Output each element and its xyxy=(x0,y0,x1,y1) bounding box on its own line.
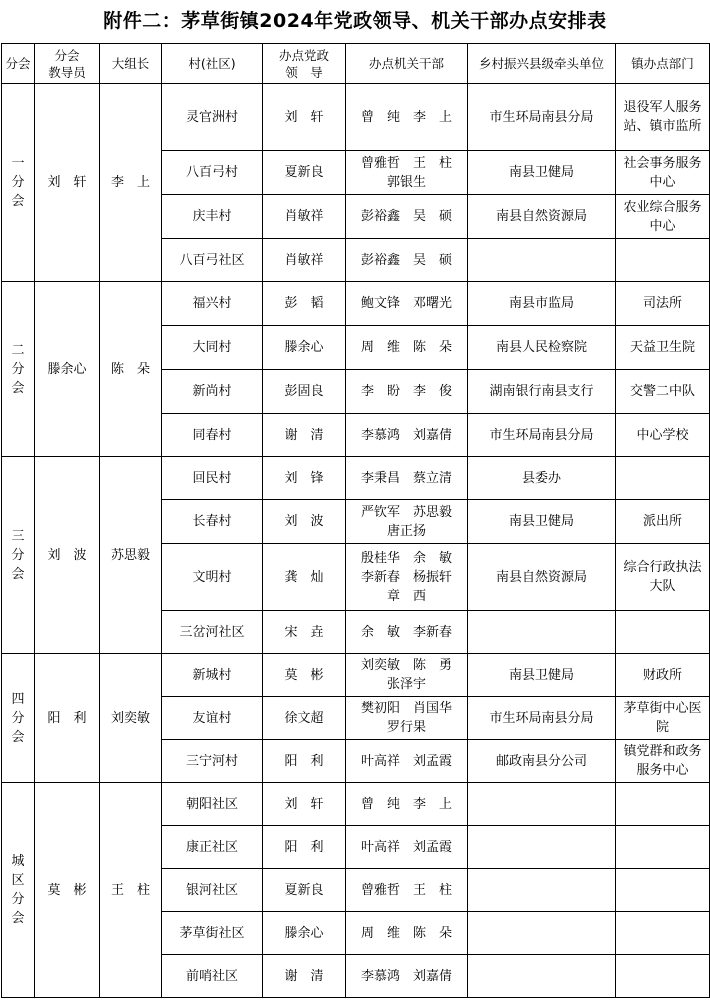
bumen-cell xyxy=(616,457,710,500)
qiantou-cell: 南县卫健局 xyxy=(468,151,616,195)
lingdao-cell: 夏新良 xyxy=(263,151,346,195)
lingdao-cell: 阳 利 xyxy=(263,740,346,783)
lingdao-cell: 彭固良 xyxy=(263,370,346,414)
header-row xyxy=(2,44,710,84)
cun-cell: 康正社区 xyxy=(162,826,263,869)
header-ganbu: 办点机关干部 xyxy=(346,44,468,84)
qiantou-cell: 市生环局南县分局 xyxy=(468,414,616,457)
cun-cell: 同春村 xyxy=(162,414,263,457)
ganbu-cell: 彭裕鑫 吴 硕 xyxy=(346,195,468,239)
jiaodaoyuan-cell: 阳 利 xyxy=(35,654,100,783)
bumen-cell: 财政所 xyxy=(616,654,710,697)
ganbu-cell: 刘奕敏 陈 勇 张泽宇 xyxy=(346,654,468,697)
lingdao-cell: 滕余心 xyxy=(263,326,346,370)
qiantou-cell: 南县自然资源局 xyxy=(468,195,616,239)
qiantou-cell: 县委办 xyxy=(468,457,616,500)
cun-cell: 朝阳社区 xyxy=(162,783,263,826)
bumen-cell: 中心学校 xyxy=(616,414,710,457)
ganbu-cell: 曾雅哲 王 柱 xyxy=(346,869,468,912)
cun-cell: 新城村 xyxy=(162,654,263,697)
ganbu-cell: 李慕鸿 刘嘉倩 xyxy=(346,955,468,998)
qiantou-cell: 邮政南县分公司 xyxy=(468,740,616,783)
ganbu-cell: 叶高祥 刘孟霞 xyxy=(346,740,468,783)
bumen-cell xyxy=(616,869,710,912)
jiaodaoyuan-cell: 滕余心 xyxy=(35,282,100,457)
ganbu-cell: 李慕鸿 刘嘉倩 xyxy=(346,414,468,457)
bumen-cell: 司法所 xyxy=(616,282,710,326)
cun-cell: 前哨社区 xyxy=(162,955,263,998)
header-lingdao: 办点党政 领 导 xyxy=(263,44,346,84)
dazuzhang-cell: 刘奕敏 xyxy=(100,654,162,783)
ganbu-cell: 李秉昌 蔡立清 xyxy=(346,457,468,500)
qiantou-cell xyxy=(468,869,616,912)
header-dazuzhang: 大组长 xyxy=(100,44,162,84)
cun-cell: 三宁河村 xyxy=(162,740,263,783)
qiantou-cell xyxy=(468,826,616,869)
lingdao-cell: 夏新良 xyxy=(263,869,346,912)
lingdao-cell: 刘 锋 xyxy=(263,457,346,500)
lingdao-cell: 谢 清 xyxy=(263,955,346,998)
lingdao-cell: 肖敏祥 xyxy=(263,239,346,282)
cun-cell: 八百弓社区 xyxy=(162,239,263,282)
lingdao-cell: 刘 轩 xyxy=(263,783,346,826)
lingdao-cell: 肖敏祥 xyxy=(263,195,346,239)
table-row xyxy=(2,457,710,500)
document-title: 附件二：茅草街镇2024年党政领导、机关干部办点安排表 xyxy=(103,10,607,32)
table-body xyxy=(2,84,710,998)
ganbu-cell: 曾 纯 李 上 xyxy=(346,783,468,826)
bumen-cell: 镇党群和政务服务中心 xyxy=(616,740,710,783)
table-row xyxy=(2,654,710,697)
qiantou-cell xyxy=(468,611,616,654)
ganbu-cell: 周 维 陈 朵 xyxy=(346,912,468,955)
lingdao-cell: 宋 垚 xyxy=(263,611,346,654)
fenhui-cell: 三 分 会 xyxy=(2,457,35,654)
fenhui-cell: 一 分 会 xyxy=(2,84,35,282)
bumen-cell: 天益卫生院 xyxy=(616,326,710,370)
header-qiantou: 乡村振兴县级牵头单位 xyxy=(468,44,616,84)
ganbu-cell: 曾雅哲 王 柱 郭银生 xyxy=(346,151,468,195)
qiantou-cell xyxy=(468,912,616,955)
bumen-cell xyxy=(616,783,710,826)
cun-cell: 银河社区 xyxy=(162,869,263,912)
table-row xyxy=(2,783,710,826)
fenhui-cell: 城 区 分 会 xyxy=(2,783,35,998)
ganbu-cell: 彭裕鑫 吴 硕 xyxy=(346,239,468,282)
bumen-cell xyxy=(616,912,710,955)
ganbu-cell: 殷桂华 余 敏 李新春 杨振轩 章 西 xyxy=(346,544,468,611)
qiantou-cell: 南县人民检察院 xyxy=(468,326,616,370)
bumen-cell xyxy=(616,611,710,654)
lingdao-cell: 阳 利 xyxy=(263,826,346,869)
qiantou-cell xyxy=(468,239,616,282)
ganbu-cell: 周 维 陈 朵 xyxy=(346,326,468,370)
ganbu-cell: 李 盼 李 俊 xyxy=(346,370,468,414)
cun-cell: 福兴村 xyxy=(162,282,263,326)
cun-cell: 回民村 xyxy=(162,457,263,500)
ganbu-cell: 樊初阳 肖国华 罗行果 xyxy=(346,697,468,740)
ganbu-cell: 严钦军 苏思毅 唐正扬 xyxy=(346,500,468,544)
qiantou-cell: 南县卫健局 xyxy=(468,654,616,697)
bumen-cell: 退役军人服务站、镇市监所 xyxy=(616,84,710,151)
cun-cell: 茅草街社区 xyxy=(162,912,263,955)
qiantou-cell: 市生环局南县分局 xyxy=(468,697,616,740)
bumen-cell: 茅草街中心医院 xyxy=(616,697,710,740)
cun-cell: 文明村 xyxy=(162,544,263,611)
cun-cell: 灵官洲村 xyxy=(162,84,263,151)
qiantou-cell: 湖南银行南县支行 xyxy=(468,370,616,414)
jiaodaoyuan-cell: 刘 波 xyxy=(35,457,100,654)
dazuzhang-cell: 苏思毅 xyxy=(100,457,162,654)
fenhui-cell: 四 分 会 xyxy=(2,654,35,783)
cun-cell: 长春村 xyxy=(162,500,263,544)
bumen-cell xyxy=(616,955,710,998)
qiantou-cell xyxy=(468,783,616,826)
bumen-cell xyxy=(616,239,710,282)
ganbu-cell: 曾 纯 李 上 xyxy=(346,84,468,151)
table-row xyxy=(2,84,710,151)
header-cun: 村(社区) xyxy=(162,44,263,84)
bumen-cell xyxy=(616,826,710,869)
lingdao-cell: 莫 彬 xyxy=(263,654,346,697)
schedule-table xyxy=(1,43,710,998)
header-bumen: 镇办点部门 xyxy=(616,44,710,84)
bumen-cell: 派出所 xyxy=(616,500,710,544)
qiantou-cell xyxy=(468,955,616,998)
lingdao-cell: 刘 轩 xyxy=(263,84,346,151)
bumen-cell: 社会事务服务中心 xyxy=(616,151,710,195)
cun-cell: 新尚村 xyxy=(162,370,263,414)
jiaodaoyuan-cell: 莫 彬 xyxy=(35,783,100,998)
lingdao-cell: 龚 灿 xyxy=(263,544,346,611)
table-row xyxy=(2,282,710,326)
ganbu-cell: 余 敏 李新春 xyxy=(346,611,468,654)
dazuzhang-cell: 陈 朵 xyxy=(100,282,162,457)
cun-cell: 三岔河社区 xyxy=(162,611,263,654)
bumen-cell: 交警二中队 xyxy=(616,370,710,414)
qiantou-cell: 南县卫健局 xyxy=(468,500,616,544)
lingdao-cell: 滕余心 xyxy=(263,912,346,955)
bumen-cell: 农业综合服务中心 xyxy=(616,195,710,239)
lingdao-cell: 刘 波 xyxy=(263,500,346,544)
ganbu-cell: 叶高祥 刘孟霞 xyxy=(346,826,468,869)
header-jiaodaoyuan: 分会 教导员 xyxy=(35,44,100,84)
lingdao-cell: 徐文超 xyxy=(263,697,346,740)
bumen-cell: 综合行政执法大队 xyxy=(616,544,710,611)
cun-cell: 庆丰村 xyxy=(162,195,263,239)
cun-cell: 大同村 xyxy=(162,326,263,370)
dazuzhang-cell: 王 柱 xyxy=(100,783,162,998)
header-fenhui: 分会 xyxy=(2,44,35,84)
ganbu-cell: 鲍文锋 邓曙光 xyxy=(346,282,468,326)
qiantou-cell: 市生环局南县分局 xyxy=(468,84,616,151)
lingdao-cell: 彭 韬 xyxy=(263,282,346,326)
qiantou-cell: 南县自然资源局 xyxy=(468,544,616,611)
qiantou-cell: 南县市监局 xyxy=(468,282,616,326)
cun-cell: 八百弓村 xyxy=(162,151,263,195)
cun-cell: 友谊村 xyxy=(162,697,263,740)
jiaodaoyuan-cell: 刘 轩 xyxy=(35,84,100,282)
fenhui-cell: 二 分 会 xyxy=(2,282,35,457)
dazuzhang-cell: 李 上 xyxy=(100,84,162,282)
lingdao-cell: 谢 清 xyxy=(263,414,346,457)
